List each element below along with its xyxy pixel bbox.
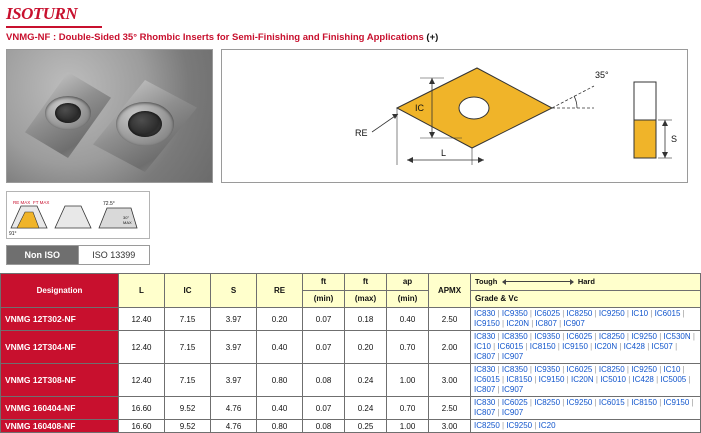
grade-separator: | bbox=[690, 332, 695, 341]
cell-apmx: 3.00 bbox=[429, 420, 471, 433]
table-row bbox=[1, 397, 701, 420]
grade-link[interactable]: IC9350 bbox=[534, 365, 561, 374]
header-tough-hard-scale bbox=[471, 274, 701, 291]
cell-designation: VNMG 160408-NF bbox=[1, 420, 119, 433]
cell-grade-list bbox=[471, 364, 701, 397]
cell-ft-min: 0.07 bbox=[303, 331, 345, 364]
cell-designation: VNMG 12T308-NF bbox=[1, 364, 119, 397]
insert-photo-front bbox=[93, 80, 197, 172]
grade-link[interactable]: IC428 bbox=[623, 342, 645, 351]
cell-apmx: 2.50 bbox=[429, 308, 471, 331]
grade-link[interactable]: IC8250 bbox=[474, 421, 500, 430]
grade-link[interactable]: IC5010 bbox=[600, 375, 626, 384]
cell-ap-min: 0.40 bbox=[387, 308, 429, 331]
grade-link[interactable]: IC8350 bbox=[501, 365, 528, 374]
header-ft-min-bot: (min) bbox=[303, 291, 345, 308]
cell-ft-max: 0.24 bbox=[345, 397, 387, 420]
header-re: RE bbox=[257, 274, 303, 308]
grade-link[interactable]: IC8150 bbox=[631, 398, 657, 407]
grade-separator: | bbox=[564, 375, 571, 384]
grade-separator: | bbox=[499, 421, 507, 430]
cell-s: 3.97 bbox=[211, 331, 257, 364]
grade-link[interactable]: IC807 bbox=[474, 385, 496, 394]
grade-link[interactable]: IC20N bbox=[594, 342, 618, 351]
label-hard: Hard bbox=[577, 277, 595, 286]
cell-ic: 9.52 bbox=[165, 420, 211, 433]
grade-link[interactable]: IC9250 bbox=[598, 309, 625, 318]
cell-ic: 9.52 bbox=[165, 397, 211, 420]
insert-side-view-lower bbox=[634, 120, 656, 158]
grade-link[interactable]: IC9350 bbox=[534, 332, 561, 341]
figure-row bbox=[0, 49, 700, 183]
geo-profile-2 bbox=[55, 206, 91, 228]
grade-link[interactable]: IC6025 bbox=[534, 309, 561, 318]
grade-link[interactable]: IC8150 bbox=[506, 375, 533, 384]
table-row bbox=[1, 420, 701, 433]
grade-link[interactable]: IC20N bbox=[570, 375, 594, 384]
page-subtitle bbox=[0, 28, 700, 49]
geo-label-re-max: RE MAX bbox=[13, 200, 31, 205]
grade-separator: | bbox=[560, 365, 567, 374]
cell-ft-min: 0.07 bbox=[303, 397, 345, 420]
cell-grade-list bbox=[471, 331, 701, 364]
table-row bbox=[1, 364, 701, 397]
grade-link[interactable]: IC8250 bbox=[534, 398, 561, 407]
grade-separator: | bbox=[523, 342, 530, 351]
header-ft-max-bot: (max) bbox=[345, 291, 387, 308]
grade-link[interactable]: IC830 bbox=[474, 365, 496, 374]
header-l: L bbox=[119, 274, 165, 308]
grade-link[interactable]: IC9150 bbox=[474, 319, 500, 328]
grade-separator: | bbox=[495, 408, 502, 417]
grade-link[interactable]: IC8150 bbox=[529, 342, 556, 351]
cell-s: 3.97 bbox=[211, 364, 257, 397]
grade-link[interactable]: IC507 bbox=[651, 342, 673, 351]
grade-separator: | bbox=[495, 365, 502, 374]
grade-link[interactable]: IC6015 bbox=[598, 398, 625, 407]
grade-separator: | bbox=[560, 332, 567, 341]
toggle-non-iso[interactable]: Non ISO bbox=[7, 246, 78, 264]
cell-ap-min: 1.00 bbox=[387, 420, 429, 433]
cell-ft-max: 0.20 bbox=[345, 331, 387, 364]
geometry-diagram-strip bbox=[6, 191, 150, 239]
cell-ft-min: 0.08 bbox=[303, 420, 345, 433]
ic-arrow-top bbox=[429, 78, 435, 84]
brand-logo bbox=[0, 0, 700, 26]
grade-separator: | bbox=[624, 398, 632, 407]
label-tough: Tough bbox=[475, 277, 498, 286]
technical-drawing-svg bbox=[222, 50, 685, 180]
grade-separator: | bbox=[617, 342, 624, 351]
s-label: S bbox=[671, 134, 678, 144]
grade-link[interactable]: IC428 bbox=[632, 375, 654, 384]
grade-separator: | bbox=[532, 375, 539, 384]
insert-hole bbox=[128, 111, 162, 137]
cell-ic: 7.15 bbox=[165, 331, 211, 364]
grade-separator: | bbox=[527, 365, 535, 374]
grade-link[interactable]: IC8350 bbox=[501, 332, 528, 341]
grade-link[interactable]: IC9250 bbox=[631, 365, 657, 374]
subtitle-text: VNMG-NF : Double-Sided 35° Rhombic Inserts for Semi-Finishing and Finishing Applications bbox=[6, 32, 424, 43]
grade-link[interactable]: IC9150 bbox=[538, 375, 565, 384]
grade-separator: | bbox=[680, 365, 685, 374]
grade-link[interactable]: IC8250 bbox=[598, 365, 625, 374]
cell-ft-max: 0.18 bbox=[345, 308, 387, 331]
re-label: RE bbox=[355, 128, 368, 138]
cell-s: 4.76 bbox=[211, 420, 257, 433]
grade-link[interactable]: IC6015 bbox=[497, 342, 524, 351]
grade-separator: | bbox=[626, 375, 633, 384]
cell-re: 0.80 bbox=[257, 420, 303, 433]
cell-re: 0.80 bbox=[257, 364, 303, 397]
grade-separator: | bbox=[555, 342, 563, 351]
cell-ft-max: 0.25 bbox=[345, 420, 387, 433]
grade-separator: | bbox=[495, 385, 502, 394]
insert-side-view-upper bbox=[634, 82, 656, 120]
grade-link[interactable]: IC10 bbox=[631, 309, 649, 318]
grade-separator: | bbox=[490, 342, 498, 351]
l-label: L bbox=[441, 148, 447, 158]
brand-iso-text: ISO bbox=[6, 4, 33, 23]
cell-apmx: 3.00 bbox=[429, 364, 471, 397]
grade-separator: | bbox=[532, 421, 539, 430]
brand-turn-text: TURN bbox=[32, 4, 78, 23]
grade-link[interactable]: IC907 bbox=[563, 319, 585, 328]
grade-link[interactable]: IC807 bbox=[474, 408, 496, 417]
cell-designation: VNMG 160404-NF bbox=[1, 397, 119, 420]
grade-separator: | bbox=[657, 365, 664, 374]
table-body bbox=[1, 308, 701, 433]
cell-ic: 7.15 bbox=[165, 364, 211, 397]
grade-separator: | bbox=[592, 365, 599, 374]
cell-ft-max: 0.24 bbox=[345, 364, 387, 397]
cell-s: 4.76 bbox=[211, 397, 257, 420]
header-ic: IC bbox=[165, 274, 211, 308]
grade-link[interactable]: IC8250 bbox=[598, 332, 625, 341]
header-ap-min-bot: (min) bbox=[387, 291, 429, 308]
cell-designation: VNMG 12T302-NF bbox=[1, 308, 119, 331]
grade-separator: | bbox=[686, 375, 691, 384]
grade-separator: | bbox=[648, 309, 655, 318]
grade-link[interactable]: IC10 bbox=[474, 342, 491, 351]
iso-standard-toggle[interactable] bbox=[6, 245, 150, 265]
grade-separator: | bbox=[593, 375, 601, 384]
grade-separator: | bbox=[560, 398, 567, 407]
grade-separator: | bbox=[624, 332, 632, 341]
grade-separator: | bbox=[560, 309, 567, 318]
grade-separator: | bbox=[657, 332, 664, 341]
grade-separator: | bbox=[499, 319, 507, 328]
cell-l: 16.60 bbox=[119, 397, 165, 420]
header-designation: Designation bbox=[1, 274, 119, 308]
insert-specification-table bbox=[0, 273, 701, 433]
grade-link[interactable]: IC830 bbox=[474, 332, 496, 341]
angle-label: 35° bbox=[595, 70, 609, 80]
grade-link[interactable]: IC10 bbox=[663, 365, 681, 374]
header-apmx: APMX bbox=[429, 274, 471, 308]
l-arrow-right bbox=[478, 157, 484, 163]
grade-link[interactable]: IC20N bbox=[506, 319, 530, 328]
grade-separator: | bbox=[527, 398, 535, 407]
grade-separator: | bbox=[495, 352, 502, 361]
grade-separator: | bbox=[592, 309, 599, 318]
cell-ft-min: 0.07 bbox=[303, 308, 345, 331]
grade-link[interactable]: IC9250 bbox=[631, 332, 657, 341]
grade-link[interactable]: IC6015 bbox=[474, 375, 500, 384]
subtitle-plus[interactable]: (+) bbox=[426, 32, 439, 43]
grade-separator: | bbox=[495, 309, 502, 318]
grade-separator: | bbox=[495, 398, 502, 407]
cell-l: 12.40 bbox=[119, 331, 165, 364]
angle-arc bbox=[574, 96, 577, 108]
geo-profile-3 bbox=[99, 208, 137, 228]
l-arrow-left bbox=[407, 157, 413, 163]
cell-grade-list bbox=[471, 397, 701, 420]
header-grade-vc: Grade & Vc bbox=[471, 291, 701, 308]
cell-apmx: 2.00 bbox=[429, 331, 471, 364]
header-s: S bbox=[211, 274, 257, 308]
grade-link[interactable]: IC6025 bbox=[566, 332, 593, 341]
cell-ap-min: 0.70 bbox=[387, 331, 429, 364]
toggle-iso-13399[interactable]: ISO 13399 bbox=[78, 246, 150, 264]
insert-hole-outline bbox=[459, 97, 489, 119]
grade-separator: | bbox=[495, 332, 502, 341]
header-ft-max-top: ft bbox=[345, 274, 387, 291]
angle-leader-1 bbox=[552, 86, 594, 108]
grade-link[interactable]: IC530N bbox=[663, 332, 691, 341]
grade-separator: | bbox=[624, 309, 632, 318]
grade-link[interactable]: IC9150 bbox=[663, 398, 690, 407]
cell-re: 0.40 bbox=[257, 397, 303, 420]
table-header-row-upper bbox=[1, 274, 701, 291]
cell-apmx: 2.50 bbox=[429, 397, 471, 420]
table-row bbox=[1, 308, 701, 331]
grade-link[interactable]: IC8250 bbox=[566, 309, 593, 318]
grade-separator: | bbox=[680, 309, 685, 318]
grade-link[interactable]: IC6025 bbox=[501, 398, 528, 407]
grade-link[interactable]: IC5005 bbox=[660, 375, 687, 384]
grade-link[interactable]: IC9250 bbox=[506, 421, 533, 430]
grade-separator: | bbox=[624, 365, 632, 374]
s-arrow-bottom bbox=[662, 152, 668, 158]
grade-link[interactable]: IC830 bbox=[474, 398, 496, 407]
cell-l: 12.40 bbox=[119, 364, 165, 397]
grade-separator: | bbox=[657, 398, 664, 407]
cell-re: 0.20 bbox=[257, 308, 303, 331]
grade-link[interactable]: IC807 bbox=[535, 319, 557, 328]
header-ft-min-top: ft bbox=[303, 274, 345, 291]
grade-separator: | bbox=[529, 319, 536, 328]
grade-link[interactable]: IC9250 bbox=[566, 398, 593, 407]
cell-grade-list bbox=[471, 308, 701, 331]
geo-label-ft-max: FT MAX bbox=[33, 200, 50, 205]
cell-grade-list bbox=[471, 420, 701, 433]
grade-link[interactable]: IC907 bbox=[501, 408, 524, 417]
grade-separator: | bbox=[499, 375, 507, 384]
grade-separator: | bbox=[592, 398, 599, 407]
geometry-svg bbox=[7, 192, 147, 236]
grade-separator: | bbox=[587, 342, 595, 351]
grade-link[interactable]: IC9150 bbox=[562, 342, 588, 351]
geo-label-91: 91° bbox=[9, 231, 17, 237]
grade-separator: | bbox=[653, 375, 661, 384]
geo-label-30: 30° bbox=[123, 215, 130, 220]
technical-drawing-panel bbox=[221, 49, 688, 183]
grade-separator: | bbox=[592, 332, 599, 341]
insert-hole bbox=[55, 103, 81, 123]
s-arrow-top bbox=[662, 120, 668, 126]
cell-l: 12.40 bbox=[119, 308, 165, 331]
grade-link[interactable]: IC830 bbox=[474, 309, 496, 318]
grade-separator: | bbox=[672, 342, 678, 351]
grade-link[interactable]: IC6025 bbox=[566, 365, 593, 374]
grade-separator: | bbox=[645, 342, 652, 351]
insert-photo-panel bbox=[6, 49, 213, 183]
grade-link[interactable]: IC9350 bbox=[501, 309, 528, 318]
cell-s: 3.97 bbox=[211, 308, 257, 331]
ic-label: IC bbox=[415, 103, 424, 113]
grade-link[interactable]: IC6015 bbox=[654, 309, 681, 318]
grade-separator: | bbox=[689, 398, 694, 407]
cell-ft-min: 0.08 bbox=[303, 364, 345, 397]
cell-l: 16.60 bbox=[119, 420, 165, 433]
ic-arrow-bottom bbox=[429, 132, 435, 138]
cell-ap-min: 0.70 bbox=[387, 397, 429, 420]
grade-link[interactable]: IC20 bbox=[538, 421, 556, 430]
grade-separator: | bbox=[556, 319, 564, 328]
header-ap-min-top: ap bbox=[387, 274, 429, 291]
grade-separator: | bbox=[527, 309, 535, 318]
grade-link[interactable]: IC907 bbox=[501, 352, 524, 361]
cell-ap-min: 1.00 bbox=[387, 364, 429, 397]
cell-ic: 7.15 bbox=[165, 308, 211, 331]
tough-hard-arrow bbox=[503, 281, 573, 282]
grade-separator: | bbox=[527, 332, 535, 341]
cell-designation: VNMG 12T304-NF bbox=[1, 331, 119, 364]
geo-label-max: MAX bbox=[123, 220, 132, 225]
table-row bbox=[1, 331, 701, 364]
geo-label-72: 72.5° bbox=[103, 201, 115, 207]
grade-link[interactable]: IC807 bbox=[474, 352, 496, 361]
grade-link[interactable]: IC907 bbox=[501, 385, 524, 394]
cell-re: 0.40 bbox=[257, 331, 303, 364]
